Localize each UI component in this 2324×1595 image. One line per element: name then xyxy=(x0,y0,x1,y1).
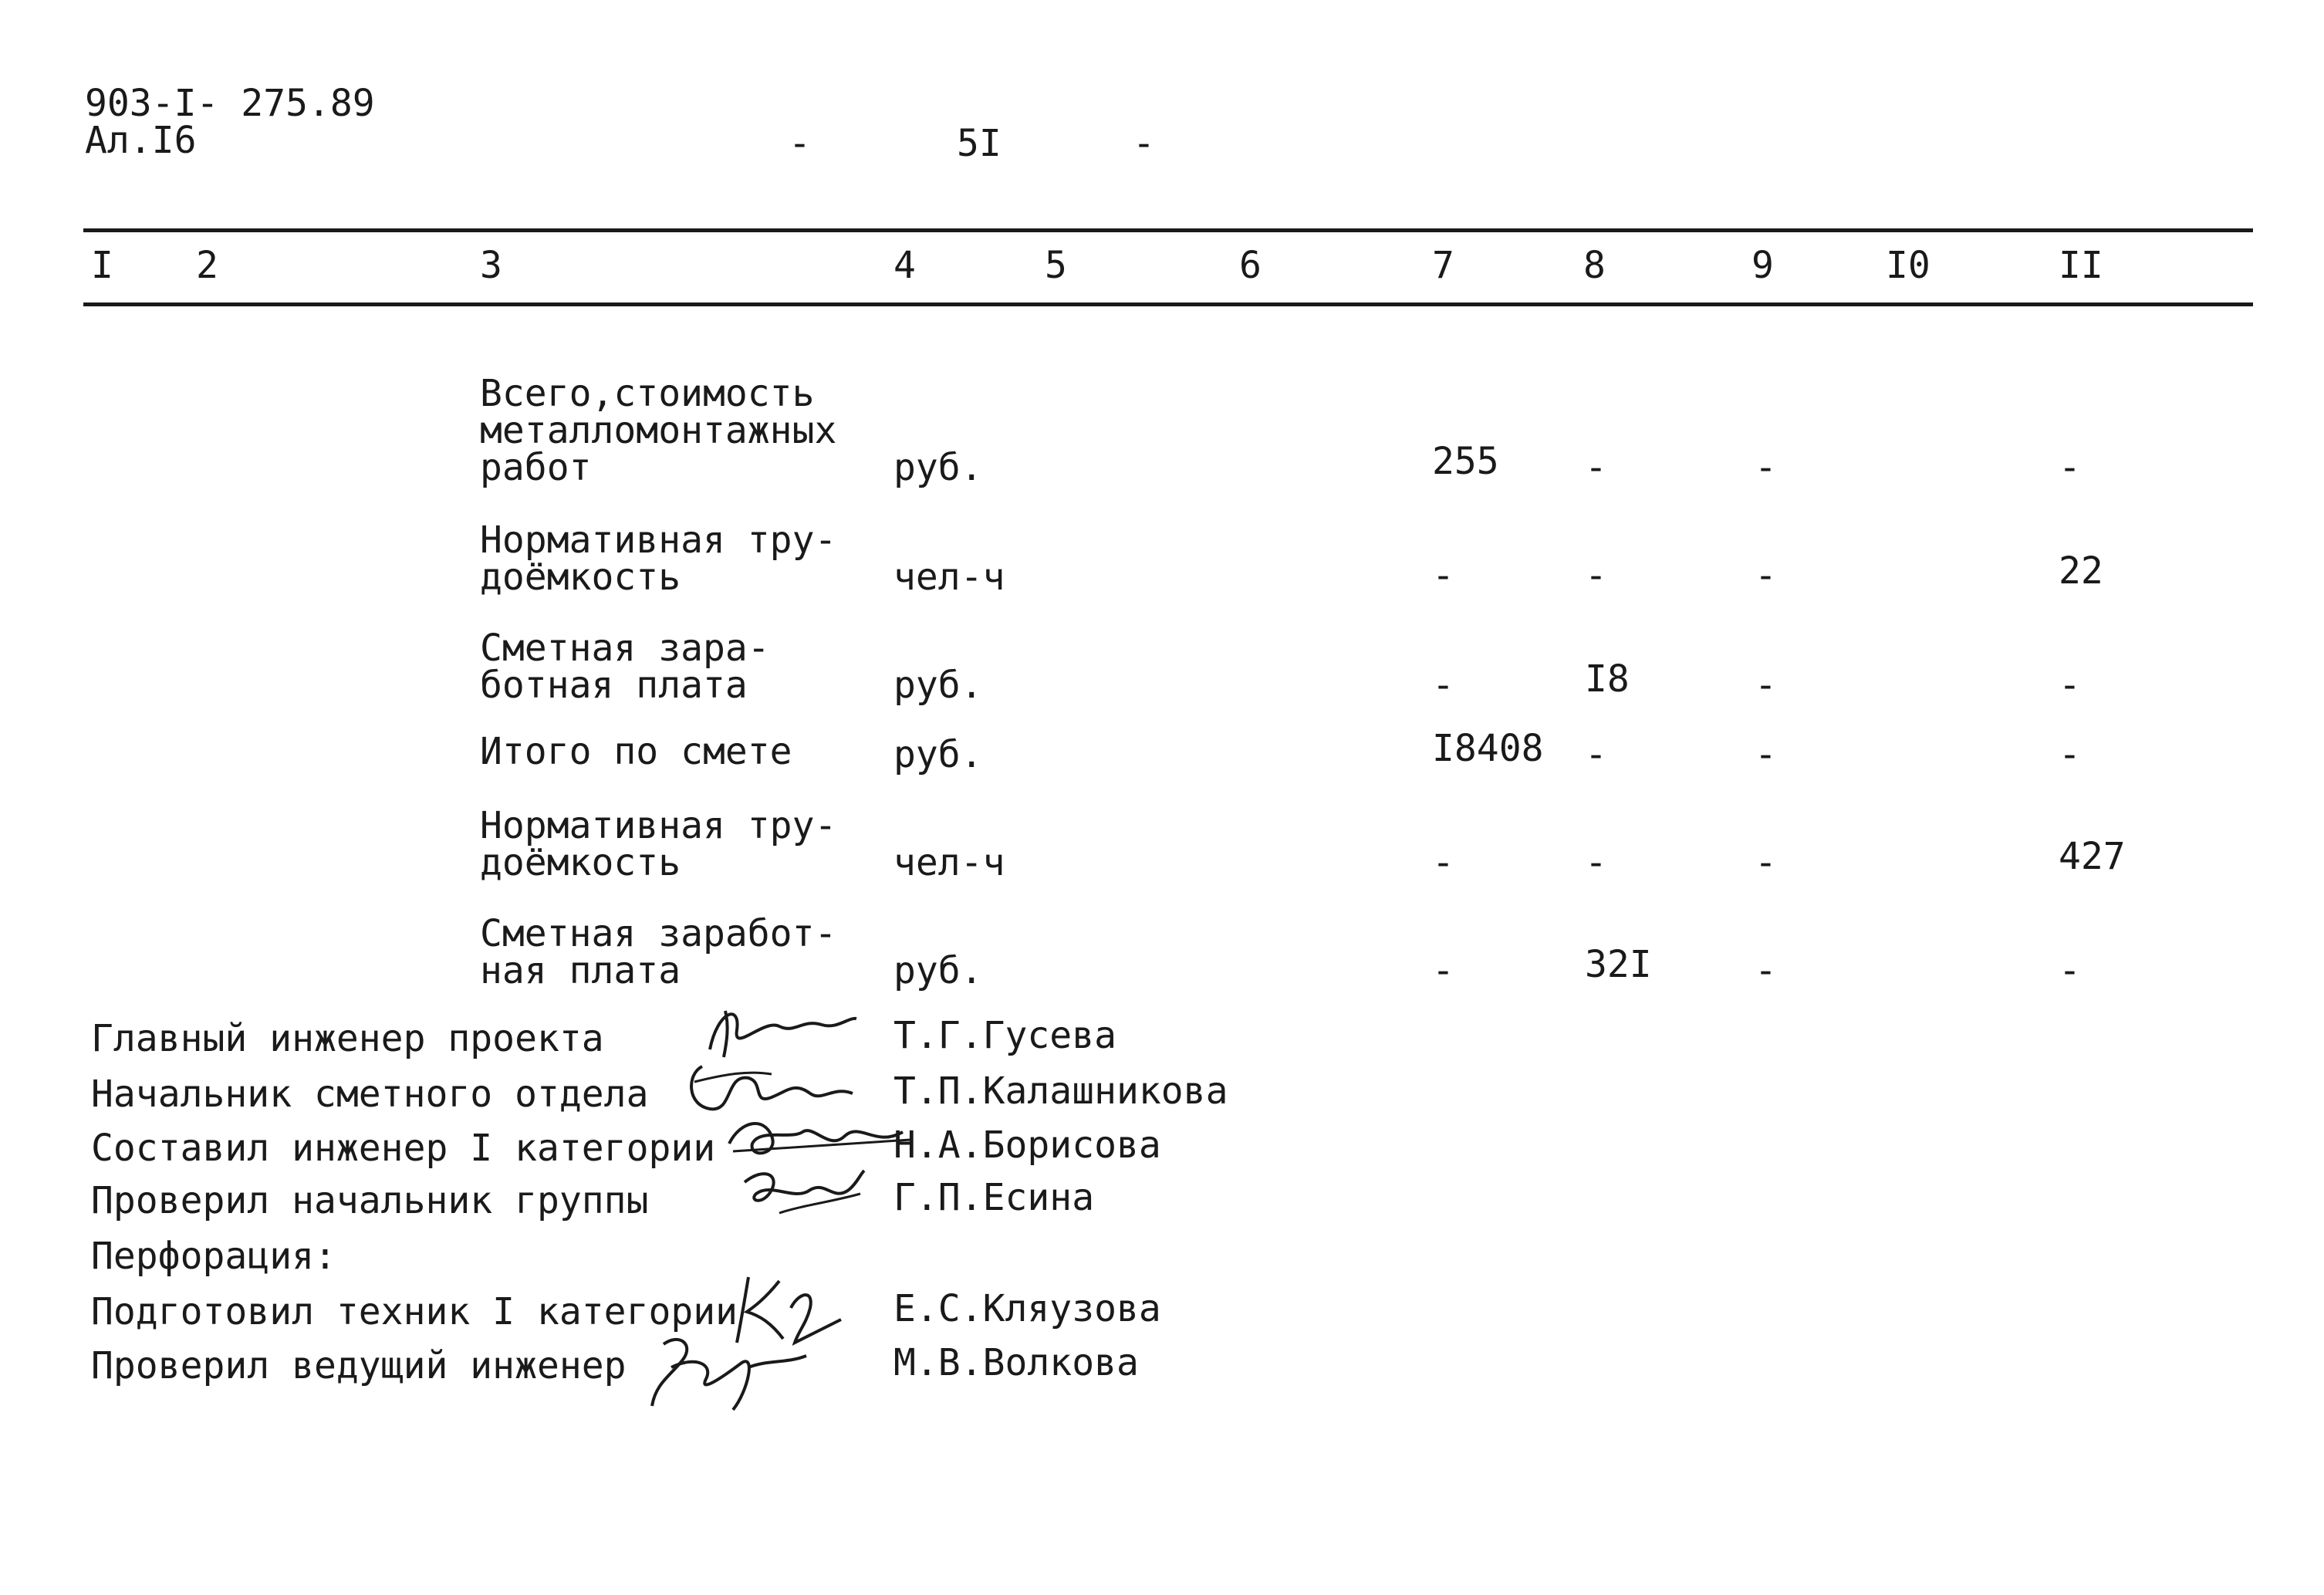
row-unit: чел-ч xyxy=(893,556,1005,599)
row-col9: - xyxy=(1755,949,1777,992)
signature-person: Т.П.Калашникова xyxy=(893,1070,1228,1113)
row-col9: - xyxy=(1755,733,1777,776)
signature-role: Начальник сметного отдела xyxy=(91,1073,649,1116)
row-col8: - xyxy=(1585,446,1607,489)
row-col7: 255 xyxy=(1432,440,1499,483)
signature-person: Т.Г.Гусева xyxy=(893,1014,1116,1057)
sheet-label: Ал.I6 xyxy=(85,119,197,162)
handwritten-signature xyxy=(640,1321,818,1421)
row-name: Итого по смете xyxy=(480,730,792,773)
column-number: I0 xyxy=(1886,244,1930,287)
signature-person: Н.А.Борисова xyxy=(893,1124,1161,1167)
column-number: I xyxy=(91,244,113,287)
page-dash-left: - xyxy=(789,122,811,165)
row-col11: 22 xyxy=(2059,549,2103,593)
header-rule-bottom xyxy=(83,302,2253,306)
row-col9: - xyxy=(1755,446,1777,489)
row-col11: - xyxy=(2059,664,2081,707)
column-number: 3 xyxy=(480,244,502,287)
signature-role: Составил инженер I категории xyxy=(91,1127,716,1170)
column-number: 2 xyxy=(196,244,218,287)
row-col11: - xyxy=(2059,949,2081,992)
row-col8: - xyxy=(1585,733,1607,776)
row-col8: 32I xyxy=(1585,943,1652,986)
column-number: 4 xyxy=(893,244,916,287)
handwritten-signature xyxy=(733,1159,872,1228)
row-col11: - xyxy=(2059,733,2081,776)
row-col9: - xyxy=(1755,841,1777,884)
column-number: 9 xyxy=(1751,244,1774,287)
row-col11: 427 xyxy=(2059,835,2126,878)
row-unit: руб. xyxy=(893,733,983,776)
row-col7: - xyxy=(1432,949,1454,992)
signature-role: Подготовил техник I категории xyxy=(91,1290,738,1333)
row-unit: руб. xyxy=(893,446,983,489)
row-name: Сметная заработ- ная плата xyxy=(480,912,837,992)
signature-person: Г.П.Есина xyxy=(893,1176,1095,1219)
row-name: Сметная зара- ботная плата xyxy=(480,627,770,707)
signature-role: Проверил начальник группы xyxy=(91,1179,649,1222)
row-name: Нормативная тру- доёмкость xyxy=(480,519,837,599)
document-code: 903-I- 275.89 xyxy=(85,82,375,125)
row-name: Нормативная тру- доёмкость xyxy=(480,804,837,884)
row-name: Всего,стоимость металломонтажных работ xyxy=(480,372,837,489)
column-number: 5 xyxy=(1045,244,1067,287)
row-col9: - xyxy=(1755,664,1777,707)
row-col7: I8408 xyxy=(1432,727,1544,770)
row-unit: руб. xyxy=(893,664,983,707)
row-col8: - xyxy=(1585,841,1607,884)
row-col11: - xyxy=(2059,446,2081,489)
header-rule-top xyxy=(83,228,2253,232)
signature-role: Перфорация: xyxy=(91,1235,336,1278)
row-col7: - xyxy=(1432,554,1454,597)
column-number: II xyxy=(2059,244,2103,287)
row-unit: чел-ч xyxy=(893,841,1005,884)
column-number: 7 xyxy=(1432,244,1454,287)
row-col7: - xyxy=(1432,664,1454,707)
column-number: 8 xyxy=(1583,244,1606,287)
signature-role: Главный инженер проекта xyxy=(91,1017,604,1060)
row-col8: I8 xyxy=(1585,657,1630,701)
signature-person: Е.С.Кляузова xyxy=(893,1287,1161,1330)
row-unit: руб. xyxy=(893,949,983,992)
row-col7: - xyxy=(1432,841,1454,884)
page-number: 5I xyxy=(957,122,1002,165)
row-col9: - xyxy=(1755,554,1777,597)
signature-role: Проверил ведущий инженер xyxy=(91,1344,627,1387)
page-dash-right: - xyxy=(1133,122,1155,165)
signature-person: М.В.Волкова xyxy=(893,1341,1139,1384)
column-number: 6 xyxy=(1239,244,1262,287)
row-col8: - xyxy=(1585,554,1607,597)
